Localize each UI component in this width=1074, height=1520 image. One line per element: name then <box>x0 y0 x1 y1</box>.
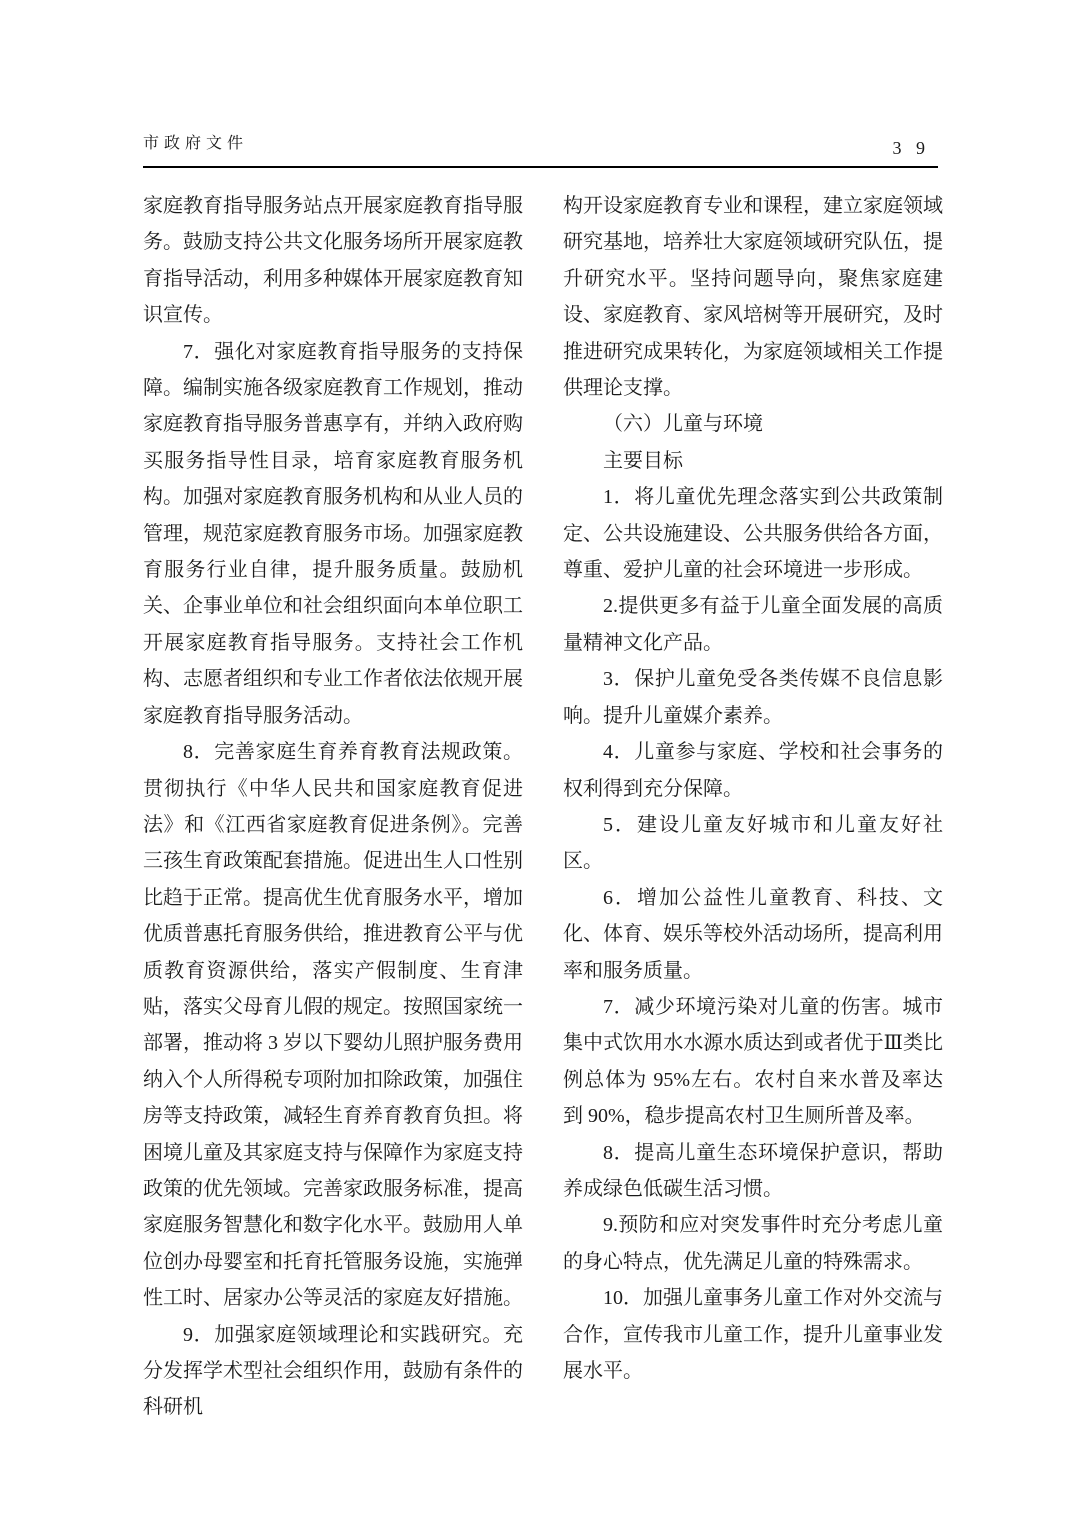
header-title: 市政府文件 <box>143 135 249 152</box>
text-columns <box>143 188 943 1426</box>
paragraph-goal-8: 8．提高儿童生态环境保护意识，帮助养成绿色低碳生活习惯。 <box>563 1141 943 1200</box>
paragraph-family-edu-continuation: 家庭教育指导服务站点开展家庭教育指导服务。鼓励支持公共文化服务场所开展家庭教育指导活动，利用多种媒体开展家庭教育知识宣传。 <box>143 195 523 327</box>
column-right <box>563 188 943 1426</box>
paragraph-goal-1: 1．将儿童优先理念落实到公共政策制定、公共设施建设、公共服务供给各方面，尊重、爱护儿童的社会环境进一步形成。 <box>563 486 943 582</box>
page-header <box>143 130 938 158</box>
paragraph-item-9: 9．加强家庭领域理论和实践研究。充分发挥学术型社会组织作用，鼓励有条件的科研机 <box>143 1323 523 1419</box>
paragraph-goal-4: 4．儿童参与家庭、学校和社会事务的权利得到充分保障。 <box>563 741 943 800</box>
header-rule <box>143 166 938 168</box>
paragraph-goal-6: 6．增加公益性儿童教育、科技、文化、体育、娱乐等校外活动场所，提高利用率和服务质量。 <box>563 886 943 982</box>
paragraph-goal-5: 5．建设儿童友好城市和儿童友好社区。 <box>563 813 943 873</box>
paragraph-goal-10: 10．加强儿童事务儿童工作对外交流与合作，宣传我市儿童工作，提升儿童事业发展水平。 <box>563 1287 943 1382</box>
paragraph-goal-3: 3．保护儿童免受各类传媒不良信息影响。提升儿童媒介素养。 <box>563 668 943 727</box>
paragraph-research-continuation: 构开设家庭教育专业和课程，建立家庭领域研究基地，培养壮大家庭领域研究队伍，提升研究水平。坚持问题导向，聚焦家庭建设、家庭教育、家风培树等开展研究，及时推进研究成果转化，为家庭领域相关工作提供理论支撑。 <box>563 195 943 400</box>
page-number: 3 9 <box>892 138 930 158</box>
column-left <box>143 188 523 1426</box>
paragraph-goal-2: 2.提供更多有益于儿童全面发展的高质量精神文化产品。 <box>563 595 943 654</box>
paragraph-goal-9: 9.预防和应对突发事件时充分考虑儿童的身心特点，优先满足儿童的特殊需求。 <box>563 1214 943 1273</box>
subsection-heading-main-goals: 主要目标 <box>603 449 683 472</box>
paragraph-item-8: 8．完善家庭生育养育教育法规政策。贯彻执行《中华人民共和国家庭教育促进法》和《江西省家庭教育促进条例》。完善三孩生育政策配套措施。促进出生人口性别比趋于正常。提高优生优育服务水平，增加优质普惠托育服务供给，推进教育公平与优质教育资源供给，落实产假制度、生育津贴，落实父母育儿假的规定。按照国家统一部署，推动将 3 岁以下婴幼儿照护服务费用纳入个人所得税专项附加扣除政策，加强住房等支持政策，减轻生育养育教育负担。将困境儿童及其家庭支持与保障作为家庭支持政策的优先领域。完善家政服务标准，提高家庭服务智慧化和数字化水平。鼓励用人单位创办母婴室和托育托管服务设施，实施弹性工时、居家办公等灵活的家庭友好措施。 <box>143 741 523 1310</box>
paragraph-goal-7: 7．减少环境污染对儿童的伤害。城市集中式饮用水水源水质达到或者优于Ⅲ类比例总体为 95%左右。农村自来水普及率达到 90%，稳步提高农村卫生厕所普及率。 <box>563 995 943 1128</box>
section-heading-children-environment: （六）儿童与环境 <box>603 413 763 436</box>
paragraph-item-7: 7．强化对家庭教育指导服务的支持保障。编制实施各级家庭教育工作规划，推动家庭教育指导服务普惠享有，并纳入政府购买服务指导性目录，培育家庭教育服务机构。加强对家庭教育服务机构和从业人员的管理，规范家庭教育服务市场。加强家庭教育服务行业自律，提升服务质量。鼓励机关、企事业单位和社会组织面向本单位职工开展家庭教育指导服务。支持社会工作机构、志愿者组织和专业工作者依法依规开展家庭教育指导服务活动。 <box>143 340 523 727</box>
